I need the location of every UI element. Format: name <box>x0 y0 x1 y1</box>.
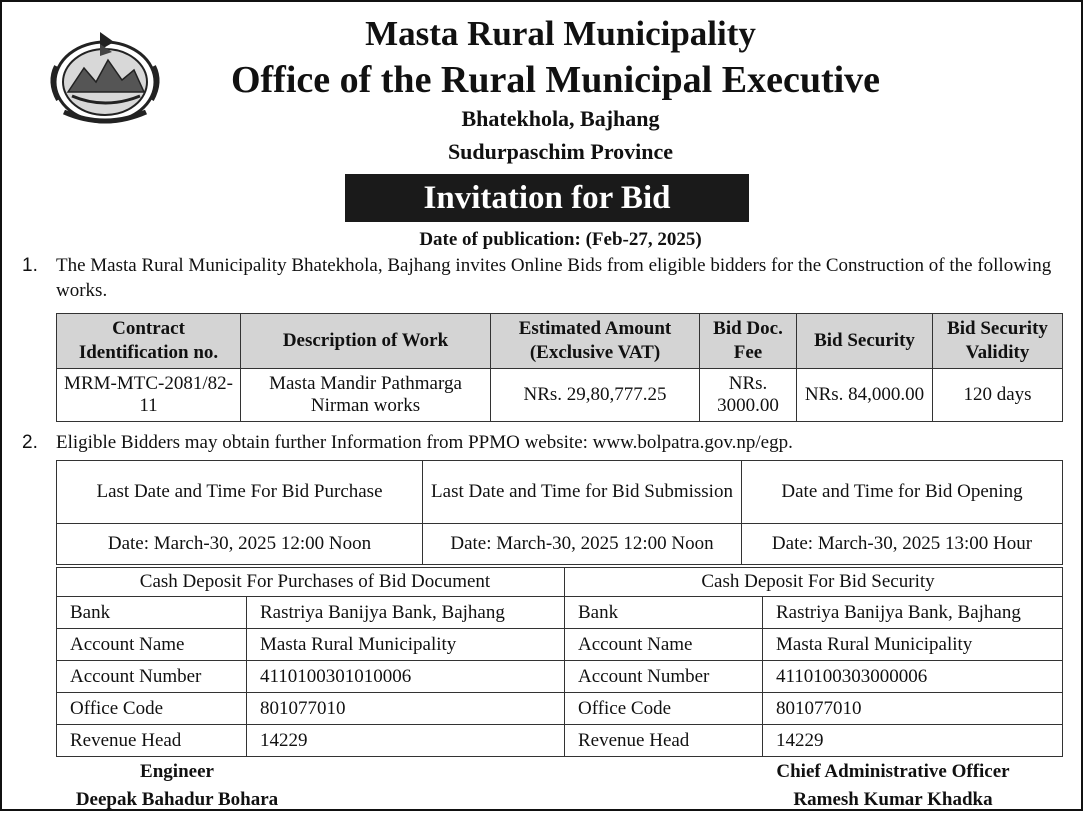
right-signatory-title: Chief Administrative Officer <box>776 761 1010 782</box>
estimated-amount-cell: NRs. 29,80,777.25 <box>491 369 700 422</box>
table-row <box>57 661 1063 693</box>
table-row <box>57 524 1063 565</box>
address-line-2: Sudurpaschim Province <box>447 139 674 164</box>
left-deposit-heading: Cash Deposit For Purchases of Bid Document <box>57 568 565 597</box>
table-row <box>57 369 1063 422</box>
bank-label-cell: Account Number <box>565 661 763 693</box>
item-2-text: Eligible Bidders may obtain further Information from PPMO website: www.bolpatra.gov.np/egp. <box>56 432 793 453</box>
bank-table <box>56 567 1063 757</box>
bank-value-cell: 14229 <box>247 725 565 757</box>
bank-value-cell: Masta Rural Municipality <box>247 629 565 661</box>
date-header-cell: Date and Time for Bid Opening <box>742 461 1063 524</box>
left-signatory-title: Engineer <box>140 761 214 782</box>
left-signatory-name: Deepak Bahadur Bohara <box>75 789 279 810</box>
contract-header-cell: Description of Work <box>241 314 491 369</box>
bank-label-cell: Account Number <box>57 661 247 693</box>
date-value-cell: Date: March-30, 2025 12:00 Noon <box>423 524 742 565</box>
bank-label-cell: Office Code <box>565 693 763 725</box>
bank-value-cell: 801077010 <box>763 693 1063 725</box>
bank-label-cell: Account Name <box>57 629 247 661</box>
contract-header-cell: Bid Doc. Fee <box>700 314 797 369</box>
table-row <box>57 725 1063 757</box>
bank-value-cell: 14229 <box>763 725 1063 757</box>
right-deposit-heading: Cash Deposit For Bid Security <box>565 568 1063 597</box>
description-cell: Masta Mandir Pathmarga Nirman works <box>241 369 491 422</box>
item-2-number: 2. <box>22 432 38 453</box>
bid-doc-fee-cell: NRs. 3000.00 <box>700 369 797 422</box>
date-header-cell: Last Date and Time for Bid Submission <box>423 461 742 524</box>
bank-value-cell: 4110100303000006 <box>763 661 1063 693</box>
table-row <box>57 568 1063 597</box>
contract-header-cell: Estimated Amount (Exclusive VAT) <box>491 314 700 369</box>
bid-validity-cell: 120 days <box>933 369 1063 422</box>
bank-value-cell: Rastriya Banijya Bank, Bajhang <box>763 597 1063 629</box>
contract-header-row <box>57 314 1063 369</box>
contract-header-cell: Bid Security <box>797 314 933 369</box>
bank-label-cell: Revenue Head <box>57 725 247 757</box>
bank-value-cell: 801077010 <box>247 693 565 725</box>
date-value-cell: Date: March-30, 2025 12:00 Noon <box>57 524 423 565</box>
bank-label-cell: Revenue Head <box>565 725 763 757</box>
table-row <box>57 629 1063 661</box>
address-line-1: Bhatekhola, Bajhang <box>461 106 660 131</box>
item-1-number: 1. <box>22 255 38 276</box>
bank-value-cell: Masta Rural Municipality <box>763 629 1063 661</box>
office-name: Office of the Rural Municipal Executive <box>230 59 881 101</box>
right-signatory <box>738 758 1048 814</box>
bid-security-cell: NRs. 84,000.00 <box>797 369 933 422</box>
contract-header-cell: Bid Security Validity <box>933 314 1063 369</box>
item-1-text: The Masta Rural Municipality Bhatekhola, Bajhang invites Online Bids from eligible bidders for the Construction of the following works. <box>56 255 1052 301</box>
right-signatory-name: Ramesh Kumar Khadka <box>793 789 993 810</box>
contract-header-cell: Contract Identification no. <box>57 314 241 369</box>
bank-label-cell: Bank <box>565 597 763 629</box>
publication-date: Date of publication: (Feb-27, 2025) <box>419 229 702 250</box>
left-signatory <box>42 758 312 814</box>
contract-id-cell: MRM-MTC-2081/82-11 <box>57 369 241 422</box>
dates-table <box>56 460 1063 565</box>
contract-table <box>56 313 1063 422</box>
bank-label-cell: Account Name <box>565 629 763 661</box>
bank-label-cell: Office Code <box>57 693 247 725</box>
notice-title: Invitation for Bid <box>345 174 749 222</box>
table-row <box>57 693 1063 725</box>
municipality-name: Masta Rural Municipality <box>365 14 756 53</box>
bank-value-cell: 4110100301010006 <box>247 661 565 693</box>
table-row <box>57 461 1063 524</box>
bank-label-cell: Bank <box>57 597 247 629</box>
table-row <box>57 597 1063 629</box>
date-value-cell: Date: March-30, 2025 13:00 Hour <box>742 524 1063 565</box>
date-header-cell: Last Date and Time For Bid Purchase <box>57 461 423 524</box>
bank-value-cell: Rastriya Banijya Bank, Bajhang <box>247 597 565 629</box>
